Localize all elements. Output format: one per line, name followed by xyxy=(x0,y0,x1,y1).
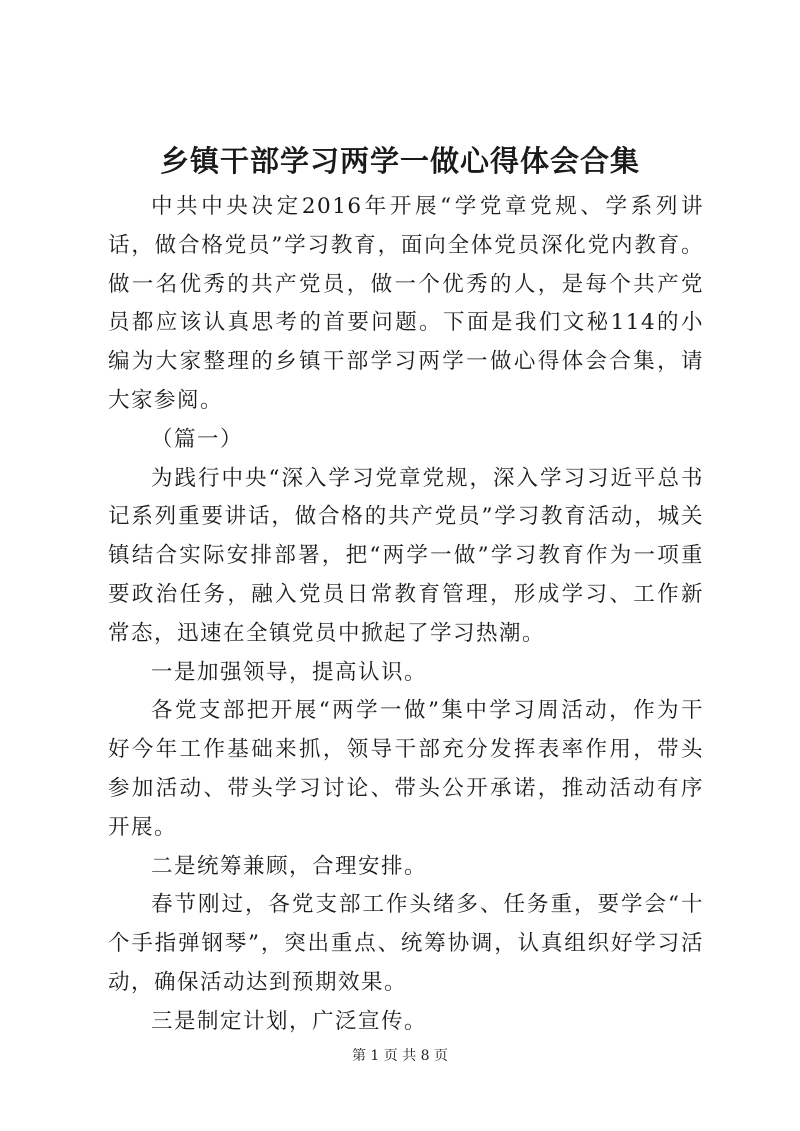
paragraph-section-heading: （篇一） xyxy=(151,426,244,452)
page-footer: 第 1 页 共 8 页 xyxy=(351,1048,449,1064)
paragraph-point-two: 二是统筹兼顾，合理安排。 xyxy=(151,853,428,879)
document-title: 乡镇干部学习两学一做心得体会合集 xyxy=(159,144,640,178)
paragraph-point-one: 一是加强领导，提高认识。 xyxy=(151,659,428,685)
paragraph-intro: 中共中央决定2016年开展“学党章党规、学系列讲话，做合格党员”学习教育，面向全体党员深化党内教育。做一名优秀的共产党员，做一个优秀的人，是每个共产党员都应该认真思考的首要问题。下面是我们文秘114的小编为大家整理的乡镇干部学习两学一做心得体会合集，请大家参阅。 xyxy=(108,194,704,413)
paragraph-activity: 为践行中央“深入学习党章党规，深入学习习近平总书记系列重要讲话，做合格的共产党员”学习教育活动，城关镇结合实际安排部署，把“两学一做”学习教育作为一项重要政治任务，融入党员日常教育管理，形成学习、工作新常态，迅速在全镇党员中掀起了学习热潮。 xyxy=(108,465,704,646)
paragraph-point-two-detail: 春节刚过，各党支部工作头绪多、任务重，要学会“十个手指弹钢琴”，突出重点、统筹协调，认真组织好学习活动，确保活动达到预期效果。 xyxy=(108,892,704,995)
paragraph-point-one-detail: 各党支部把开展“两学一做”集中学习周活动，作为干好今年工作基础来抓，领导干部充分发挥表率作用，带头参加活动、带头学习讨论、带头公开承诺，推动活动有序开展。 xyxy=(108,698,704,840)
paragraph-point-three: 三是制定计划，广泛宣传。 xyxy=(151,1008,428,1034)
document-body xyxy=(108,188,704,1042)
